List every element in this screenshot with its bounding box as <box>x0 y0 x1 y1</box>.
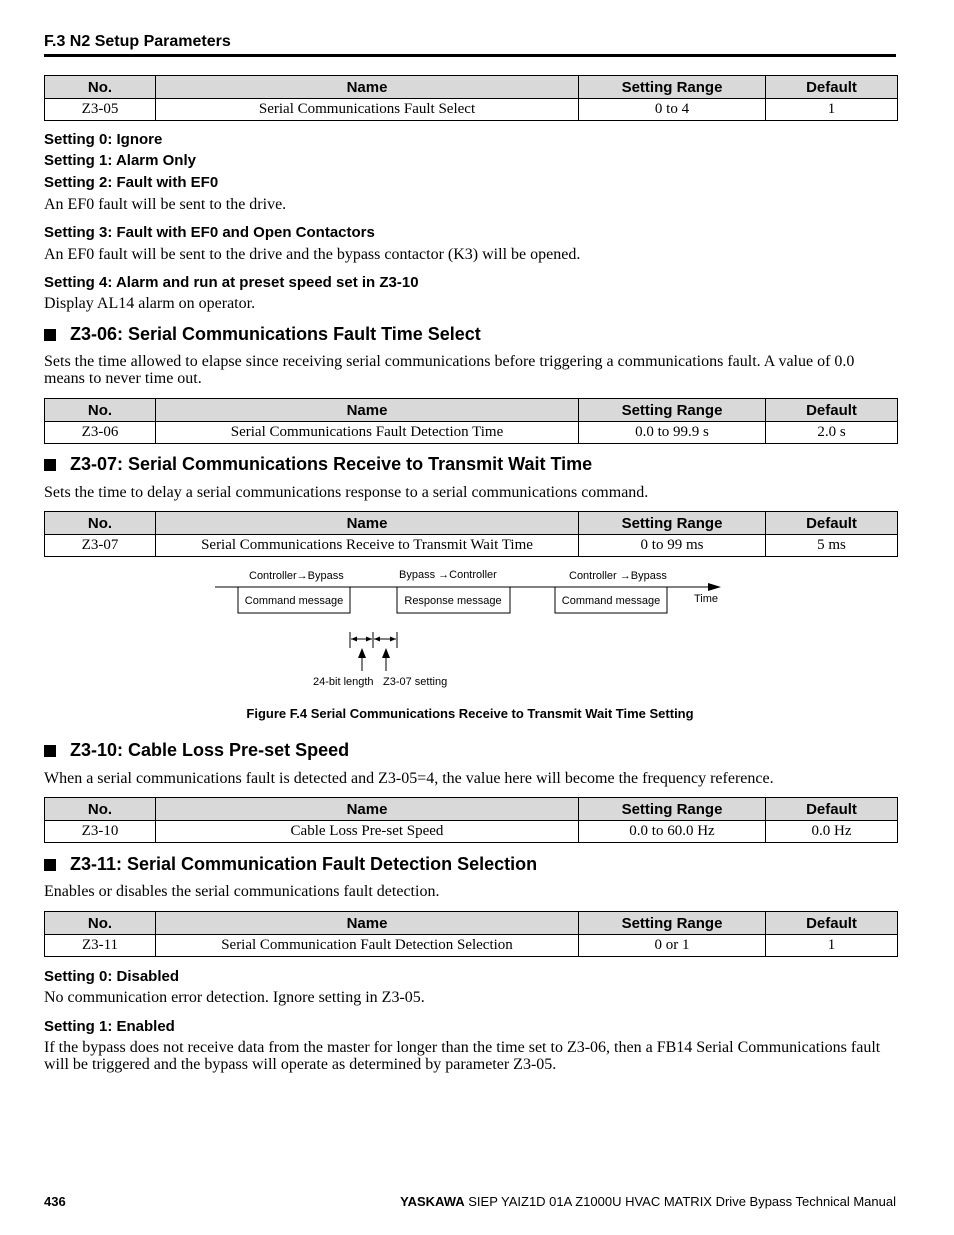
description-text: Enables or disables the serial communications fault detection. <box>44 883 440 900</box>
direction-label-2: Bypass →Controller <box>399 569 497 581</box>
col-header-default: Default <box>766 399 898 422</box>
cell-default: 0.0 Hz <box>766 821 898 843</box>
cell-no: Z3-05 <box>45 99 156 121</box>
parameter-table-z3-07 <box>44 511 898 557</box>
bit-length-label: 24-bit length <box>313 676 374 688</box>
page-number: 436 <box>44 1194 66 1209</box>
col-header-range: Setting Range <box>579 798 766 821</box>
square-bullet-icon <box>44 329 56 341</box>
col-header-range: Setting Range <box>579 76 766 99</box>
arrow-right-icon <box>390 637 396 642</box>
col-header-no: No. <box>45 798 156 821</box>
setting-text: If the bypass does not receive data from the master for longer than the time set to Z3-06, then a FB14 Serial Communications fault will be triggered and the bypass will operate as determined by parameter Z3-05. <box>44 1039 881 1073</box>
table-row <box>45 99 898 121</box>
cell-default: 5 ms <box>766 535 898 557</box>
description-text: Sets the time to delay a serial communications response to a serial communications command. <box>44 484 649 501</box>
setting-text: An EF0 fault will be sent to the drive. <box>44 196 287 213</box>
col-header-range: Setting Range <box>579 512 766 535</box>
col-header-no: No. <box>45 912 156 935</box>
col-header-default: Default <box>766 76 898 99</box>
arrow-left-icon <box>374 637 380 642</box>
cell-name: Serial Communications Fault Select <box>156 99 579 121</box>
heading-text: Z3-11: Serial Communication Fault Detection Selection <box>70 854 538 874</box>
setting-heading: Setting 2: Fault with EF0 <box>44 174 219 191</box>
arrow-up-icon <box>358 648 366 658</box>
cell-name: Serial Communication Fault Detection Selection <box>156 935 579 957</box>
col-header-name: Name <box>156 76 579 99</box>
col-header-no: No. <box>45 76 156 99</box>
cell-range: 0 to 4 <box>579 99 766 121</box>
parameter-table-z3-11 <box>44 911 898 957</box>
box-label: Command message <box>561 595 661 607</box>
subsection-heading-z3-10 <box>44 740 349 761</box>
col-header-name: Name <box>156 512 579 535</box>
setting-heading: Setting 0: Ignore <box>44 131 163 148</box>
parameter-table-z3-06 <box>44 398 898 444</box>
timing-diagram <box>0 560 954 700</box>
cell-no: Z3-06 <box>45 422 156 444</box>
col-header-range: Setting Range <box>579 912 766 935</box>
time-label: Time <box>694 593 719 605</box>
arrow-up-icon <box>382 648 390 658</box>
col-header-name: Name <box>156 399 579 422</box>
wait-setting-label: Z3-07 setting <box>383 676 448 688</box>
description-text: When a serial communications fault is detected and Z3-05=4, the value here will become the frequency reference. <box>44 770 774 787</box>
box-label: Command message <box>244 595 344 607</box>
subsection-heading-z3-11 <box>44 854 537 875</box>
col-header-no: No. <box>45 399 156 422</box>
square-bullet-icon <box>44 859 56 871</box>
cell-range: 0.0 to 60.0 Hz <box>579 821 766 843</box>
col-header-default: Default <box>766 798 898 821</box>
col-header-default: Default <box>766 912 898 935</box>
cell-default: 1 <box>766 935 898 957</box>
setting-text: No communication error detection. Ignore setting in Z3-05. <box>44 989 425 1006</box>
setting-heading: Setting 4: Alarm and run at preset speed set in Z3-10 <box>44 274 419 291</box>
box-label: Response message <box>404 595 502 607</box>
table-row <box>45 821 898 843</box>
cell-no: Z3-07 <box>45 535 156 557</box>
description-text: Sets the time allowed to elapse since receiving serial communications before triggering a communications fault. A value of 0.0 means to never time out. <box>44 353 855 387</box>
figure-caption: Figure F.4 Serial Communications Receive to Transmit Wait Time Setting <box>246 706 694 721</box>
setting-heading: Setting 0: Disabled <box>44 968 180 985</box>
setting-heading: Setting 1: Alarm Only <box>44 152 196 169</box>
col-header-default: Default <box>766 512 898 535</box>
subsection-heading-z3-06 <box>44 324 481 345</box>
section-header: F.3 N2 Setup Parameters <box>44 33 896 57</box>
arrow-right-icon <box>366 637 372 642</box>
cell-range: 0.0 to 99.9 s <box>579 422 766 444</box>
cell-range: 0 or 1 <box>579 935 766 957</box>
footer-title-text: SIEP YAIZ1D 01A Z1000U HVAC MATRIX Drive Bypass Technical Manual <box>464 1194 896 1209</box>
heading-text: Z3-06: Serial Communications Fault Time Select <box>70 324 481 344</box>
subsection-heading-z3-07 <box>44 454 592 475</box>
footer-brand: YASKAWA <box>400 1194 465 1209</box>
direction-label-1: Controller→Bypass <box>249 570 344 582</box>
cell-name: Serial Communications Fault Detection Time <box>156 422 579 444</box>
cell-default: 1 <box>766 99 898 121</box>
parameter-table-z3-05 <box>44 75 898 121</box>
col-header-name: Name <box>156 912 579 935</box>
heading-text: Z3-10: Cable Loss Pre-set Speed <box>70 740 350 760</box>
square-bullet-icon <box>44 459 56 471</box>
cell-default: 2.0 s <box>766 422 898 444</box>
cell-no: Z3-11 <box>45 935 156 957</box>
footer-manual-title <box>400 1194 896 1209</box>
setting-heading: Setting 1: Enabled <box>44 1018 175 1035</box>
parameter-table-z3-10 <box>44 797 898 843</box>
col-header-name: Name <box>156 798 579 821</box>
col-header-no: No. <box>45 512 156 535</box>
heading-text: Z3-07: Serial Communications Receive to Transmit Wait Time <box>70 454 593 474</box>
setting-text: An EF0 fault will be sent to the drive and the bypass contactor (K3) will be opened. <box>44 246 581 263</box>
col-header-range: Setting Range <box>579 399 766 422</box>
cell-name: Serial Communications Receive to Transmit Wait Time <box>156 535 579 557</box>
cell-range: 0 to 99 ms <box>579 535 766 557</box>
setting-heading: Setting 3: Fault with EF0 and Open Contactors <box>44 224 375 241</box>
table-row <box>45 935 898 957</box>
cell-name: Cable Loss Pre-set Speed <box>156 821 579 843</box>
direction-label-3: Controller →Bypass <box>569 570 667 582</box>
square-bullet-icon <box>44 745 56 757</box>
arrow-left-icon <box>351 637 357 642</box>
table-row <box>45 422 898 444</box>
cell-no: Z3-10 <box>45 821 156 843</box>
setting-text: Display AL14 alarm on operator. <box>44 295 256 312</box>
table-row <box>45 535 898 557</box>
arrow-right-icon <box>708 583 721 591</box>
